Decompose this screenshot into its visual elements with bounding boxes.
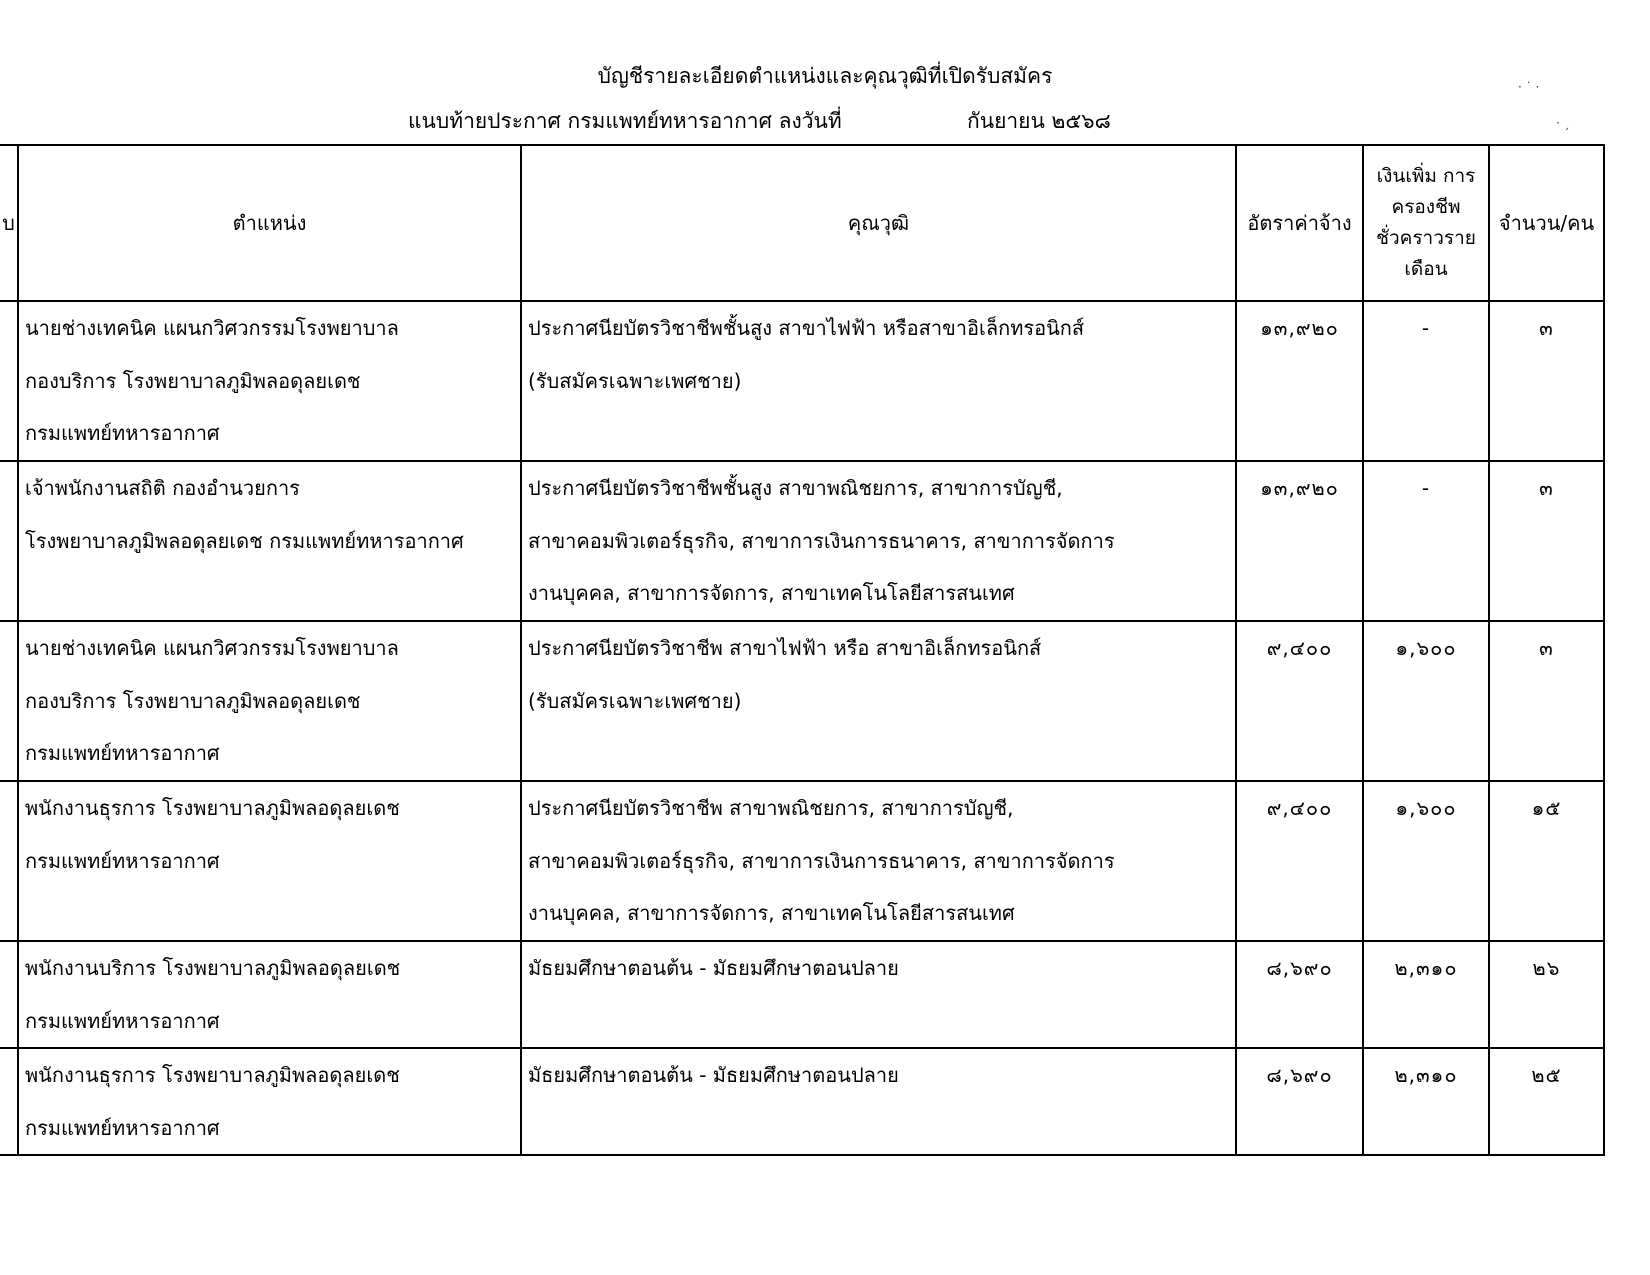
salary-cell: ๙,๔๐๐ (1236, 781, 1363, 941)
position-cell: พนักงานธุรการ โรงพยาบาลภูมิพลอดุลยเดช กรมแพทย์ทหารอากาศ (18, 781, 521, 941)
allowance-cell: ๒,๓๑๐ (1363, 1048, 1489, 1155)
document-title: บัญชีรายละเอียดตำแหน่งและคุณวุฒิที่เปิดรับสมัคร (597, 64, 1053, 88)
table-row (0, 781, 1604, 941)
qualification-cell: มัธยมศึกษาตอนต้น - มัธยมศึกษาตอนปลาย (521, 1048, 1236, 1155)
salary-cell: ๘,๖๙๐ (1236, 1048, 1363, 1155)
order-cell (0, 621, 18, 781)
scan-artifact-mark: · ˏ (1556, 116, 1570, 130)
position-cell: นายช่างเทคนิค แผนกวิศวกรรมโรงพยาบาล กองบริการ โรงพยาบาลภูมิพลอดุลยเดช กรมแพทย์ทหารอากาศ (18, 301, 521, 461)
qualification-cell: ประกาศนียบัตรวิชาชีพ สาขาพณิชยการ, สาขาการบัญชี, สาขาคอมพิวเตอร์ธุรกิจ, สาขาการเงินการธนาคาร, สาขาการจัดการ งานบุคคล, สาขาการจัดการ, สาขาเทคโนโลยีสารสนเทศ (521, 781, 1236, 941)
table-header-row (0, 145, 1604, 301)
document-date: กันยายน ๒๕๖๘ (967, 109, 1111, 133)
allowance-cell: - (1363, 461, 1489, 621)
position-cell: เจ้าพนักงานสถิติ กองอำนวยการ โรงพยาบาลภูมิพลอดุลยเดช กรมแพทย์ทหารอากาศ (18, 461, 521, 621)
document-subtitle: แนบท้ายประกาศ กรมแพทย์ทหารอากาศ ลงวันที่ (408, 109, 842, 133)
order-cell (0, 1048, 18, 1155)
count-cell: ๓ (1489, 621, 1604, 781)
salary-cell: ๑๓,๙๒๐ (1236, 461, 1363, 621)
position-cell: นายช่างเทคนิค แผนกวิศวกรรมโรงพยาบาล กองบริการ โรงพยาบาลภูมิพลอดุลยเดช กรมแพทย์ทหารอากาศ (18, 621, 521, 781)
salary-cell: ๑๓,๙๒๐ (1236, 301, 1363, 461)
scan-artifact-mark: · ˙ · (1518, 80, 1540, 94)
qualification-cell: ประกาศนียบัตรวิชาชีพชั้นสูง สาขาพณิชยการ, สาขาการบัญชี, สาขาคอมพิวเตอร์ธุรกิจ, สาขาการเงินการธนาคาร, สาขาการจัดการ งานบุคคล, สาขาการจัดการ, สาขาเทคโนโลยีสารสนเทศ (521, 461, 1236, 621)
position-cell: พนักงานบริการ โรงพยาบาลภูมิพลอดุลยเดช กรมแพทย์ทหารอากาศ (18, 941, 521, 1048)
count-cell: ๓ (1489, 461, 1604, 621)
table-row (0, 461, 1604, 621)
order-cell (0, 461, 18, 621)
count-cell: ๒๕ (1489, 1048, 1604, 1155)
order-cell (0, 941, 18, 1048)
qualification-cell: มัธยมศึกษาตอนต้น - มัธยมศึกษาตอนปลาย (521, 941, 1236, 1048)
qualification-cell: ประกาศนียบัตรวิชาชีพ สาขาไฟฟ้า หรือ สาขาอิเล็กทรอนิกส์ (รับสมัครเฉพาะเพศชาย) (521, 621, 1236, 781)
table-row (0, 301, 1604, 461)
salary-cell: ๙,๔๐๐ (1236, 621, 1363, 781)
positions-table (0, 144, 1605, 1156)
header-qualification: คุณวุฒิ (521, 145, 1236, 301)
allowance-cell: ๑,๖๐๐ (1363, 621, 1489, 781)
header-position: ตำแหน่ง (18, 145, 521, 301)
count-cell: ๒๖ (1489, 941, 1604, 1048)
table-row (0, 621, 1604, 781)
qualification-cell: ประกาศนียบัตรวิชาชีพชั้นสูง สาขาไฟฟ้า หรือสาขาอิเล็กทรอนิกส์ (รับสมัครเฉพาะเพศชาย) (521, 301, 1236, 461)
allowance-cell: ๒,๓๑๐ (1363, 941, 1489, 1048)
header-count: จำนวน/คน (1489, 145, 1604, 301)
allowance-cell: - (1363, 301, 1489, 461)
count-cell: ๓ (1489, 301, 1604, 461)
header-order: บ (0, 145, 18, 301)
position-cell: พนักงานธุรการ โรงพยาบาลภูมิพลอดุลยเดช กรมแพทย์ทหารอากาศ (18, 1048, 521, 1155)
count-cell: ๑๕ (1489, 781, 1604, 941)
header-salary: อัตราค่าจ้าง (1236, 145, 1363, 301)
order-cell (0, 301, 18, 461)
table-row (0, 1048, 1604, 1155)
salary-cell: ๘,๖๙๐ (1236, 941, 1363, 1048)
header-allowance: เงินเพิ่ม การครองชีพ ชั่วคราวราย เดือน (1363, 145, 1489, 301)
table-row (0, 941, 1604, 1048)
allowance-cell: ๑,๖๐๐ (1363, 781, 1489, 941)
order-cell (0, 781, 18, 941)
